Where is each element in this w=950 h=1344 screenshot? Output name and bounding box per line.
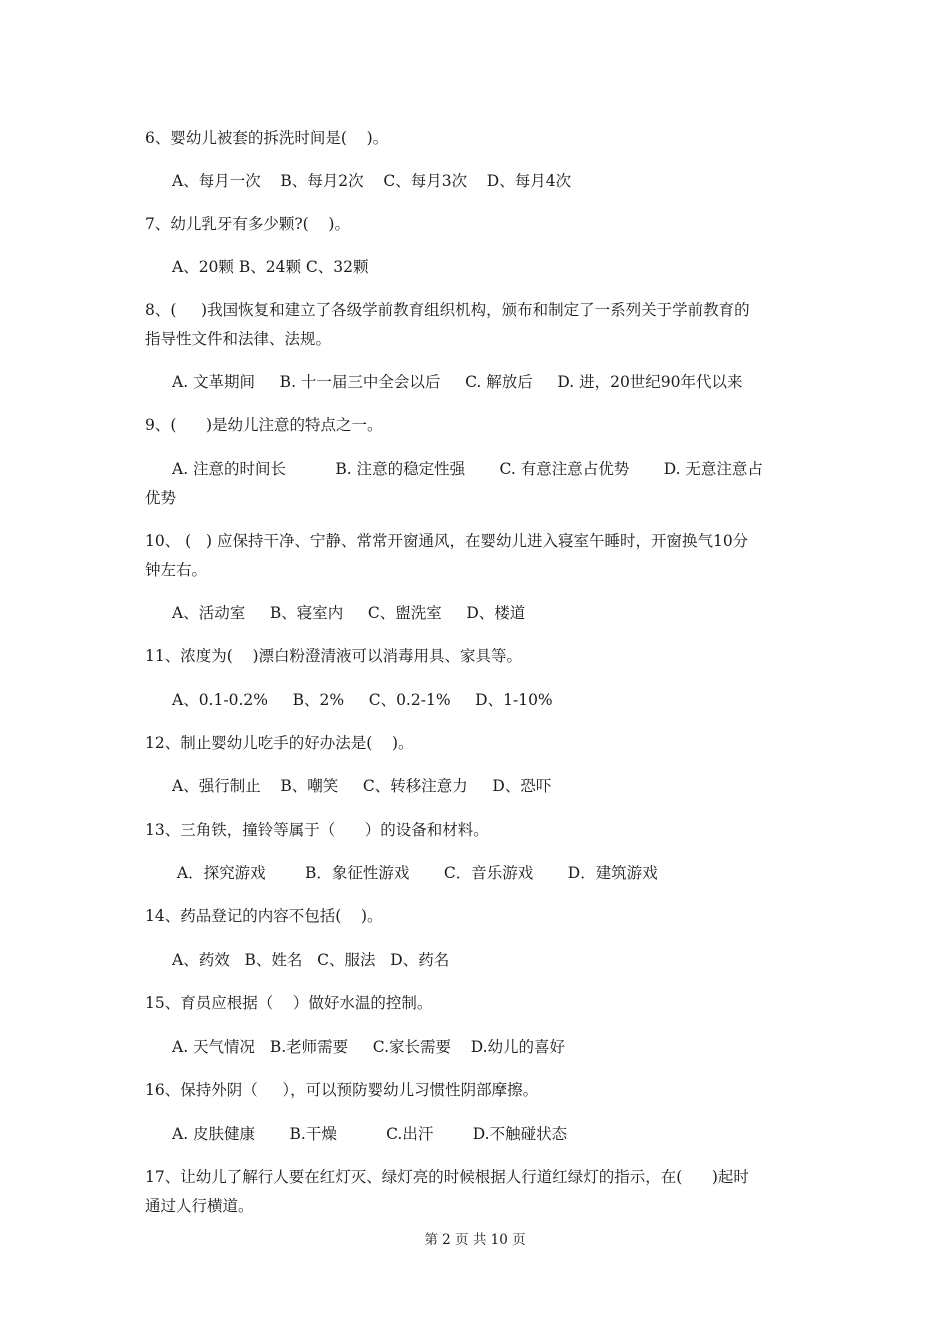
page-number-footer: 第 2 页 共 10 页 [424,1232,526,1248]
question-15-stem: 15、育员应根据（ ）做好水温的控制。 [145,994,433,1012]
question-16-options: A. 皮肤健康 B.干燥 C.出汗 D.不触碰状态 [172,1125,568,1143]
question-8-stem-line1: 8、( )我国恢复和建立了各级学前教育组织机构，颁布和制定了一系列关于学前教育的 [145,301,750,319]
question-13-options: A．探究游戏 B．象征性游戏 C．音乐游戏 D．建筑游戏 [172,864,658,882]
question-9-options-line2: 优势 [145,489,177,507]
question-15-options: A. 天气情况 B.老师需要 C.家长需要 D.幼儿的喜好 [172,1038,566,1056]
question-9-options-line1: A. 注意的时间长 B. 注意的稳定性强 C. 有意注意占优势 D. 无意注意占 [172,460,763,478]
question-11-options: A、0.1-0.2% B、2% C、0.2-1% D、1-10% [172,691,553,709]
question-8-stem-line2: 指导性文件和法律、法规。 [145,330,332,348]
question-7-stem: 7、幼儿乳牙有多少颗?( )。 [145,215,350,233]
question-9-stem: 9、( )是幼儿注意的特点之一。 [145,416,383,434]
question-12-stem: 12、制止婴幼儿吃手的好办法是( )。 [145,734,414,752]
question-7-options: A、20颗 B、24颗 C、32颗 [172,258,369,276]
question-14-options: A、药效 B、姓名 C、服法 D、药名 [172,951,450,969]
question-10-options: A、活动室 B、寝室内 C、盥洗室 D、楼道 [172,604,526,622]
question-10-stem-line1: 10、 ( ) 应保持干净、宁静、常常开窗通风，在婴幼儿进入寝室午睡时，开窗换气10分 [145,532,749,550]
question-13-stem: 13、三角铁，撞铃等属于（ ）的设备和材料。 [145,821,489,839]
question-17-stem-line1: 17、让幼儿了解行人要在红灯灭、绿灯亮的时候根据人行道红绿灯的指示，在( )起时 [145,1168,749,1186]
question-10-stem-line2: 钟左右。 [145,561,208,579]
question-14-stem: 14、药品登记的内容不包括( )。 [145,907,383,925]
question-11-stem: 11、浓度为( )漂白粉澄清液可以消毒用具、家具等。 [145,647,523,665]
question-17-stem-line2: 通过人行横道。 [145,1197,254,1215]
question-16-stem: 16、保持外阴（ ），可以预防婴幼儿习惯性阴部摩擦。 [145,1081,539,1099]
question-6-options: A、每月一次 B、每月2次 C、每月3次 D、每月4次 [172,172,572,190]
question-6-stem: 6、婴幼儿被套的拆洗时间是( )。 [145,129,389,147]
question-8-options: A. 文革期间 B. 十一届三中全会以后 C. 解放后 D. 进，20世纪90年代以来 [172,373,743,391]
question-12-options: A、强行制止 B、嘲笑 C、转移注意力 D、恐吓 [172,777,552,795]
